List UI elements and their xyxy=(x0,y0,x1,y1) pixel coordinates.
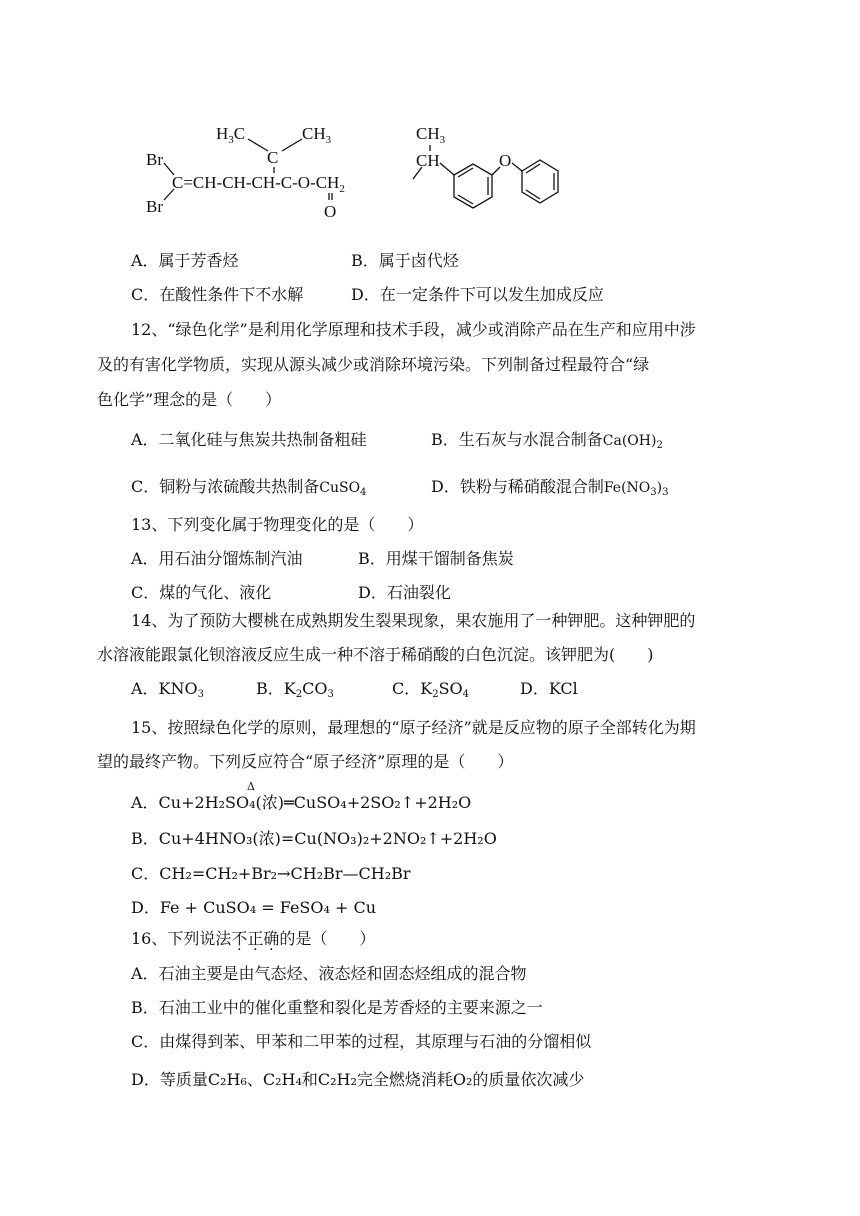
q13-option-c: C．煤的气化、液化 xyxy=(131,583,272,602)
q16-stem: 16、下列说法不正确的是（ ） xyxy=(131,929,376,948)
q15-option-b: B．Cu+4HNO₃(浓)=Cu(NO₃)₂+2NO₂↑+2H₂O xyxy=(131,829,497,848)
q11-option-b: B．属于卤代烃 xyxy=(351,251,459,270)
q12-option-d-formula: $Fe(NO_3)_3$ xyxy=(603,480,669,498)
q11-option-c: C．在酸性条件下不水解 xyxy=(131,285,304,304)
q11-option-a: A．属于芳香烃 xyxy=(131,251,239,270)
q16-emphasis-not: 不 xyxy=(231,929,248,948)
structure-ch3-right: $CH_3$ xyxy=(416,124,446,146)
structure-ch3-top: $CH_3$ xyxy=(302,124,332,146)
structure-carbonyl-o: O xyxy=(324,202,337,221)
structure-quaternary-c: C xyxy=(267,148,279,167)
q15-stem-line1: 15、按照绿色化学的原则，最理想的“原子经济”就是反应物的原子全部转化为期 xyxy=(131,718,696,737)
q15-delta-mark: Δ xyxy=(247,780,255,793)
structure-br-bottom: Br xyxy=(146,197,163,216)
q16-option-d: D．等质量C₂H₆、C₂H₄和C₂H₂完全燃烧消耗O₂的质量依次减少 xyxy=(131,1070,585,1089)
q14-option-a: A．$KNO_3$ xyxy=(131,679,205,700)
ester-structure-diagram xyxy=(130,115,590,230)
structure-ether-o: O xyxy=(499,151,512,170)
q12-option-a: A．二氧化硅与焦炭共热制备粗硅 xyxy=(131,430,367,449)
q15-stem-line2: 望的最终产物。下列反应符合“原子经济”原理的是（ ） xyxy=(97,752,514,771)
q12-option-d-text: D．铁粉与稀硝酸混合制 xyxy=(431,477,604,496)
q12-option-c-text: C．铜粉与浓硫酸共热制备 xyxy=(131,477,320,496)
q13-option-d: D．石油裂化 xyxy=(358,583,451,602)
q13-option-a: A．用石油分馏炼制汽油 xyxy=(131,549,303,568)
q12-stem-line2: 及的有害化学物质，实现从源头减少或消除环境污染。下列制备过程最符合“绿 xyxy=(97,355,650,374)
q12-option-d xyxy=(431,477,669,498)
structure-main-chain: $C=CH-CH-CH-C-O-CH_2$ xyxy=(172,173,345,195)
q12-option-b-formula: $Ca(OH)_2$ xyxy=(602,433,663,451)
q12-option-b xyxy=(431,430,663,451)
q14-option-b: B．$K_2CO_3$ xyxy=(256,679,334,700)
q13-option-b: B．用煤干馏制备焦炭 xyxy=(358,549,514,568)
q16-option-c: C．由煤得到苯、甲苯和二甲苯的过程，其原理与石油的分馏相似 xyxy=(131,1032,592,1051)
q13-stem: 13、下列变化属于物理变化的是（ ） xyxy=(131,515,424,534)
q15-option-a: A．Cu+2H₂SO₄(浓)═CuSO₄+2SO₂↑+2H₂O xyxy=(131,793,472,812)
q14-option-d: D．KCl xyxy=(520,679,578,698)
q16-option-a: A．石油主要是由气态烃、液态烃和固态烃组成的混合物 xyxy=(131,964,527,983)
q14-stem-line1: 14、为了预防大樱桃在成熟期发生裂果现象，果农施用了一种钾肥。这种钾肥的 xyxy=(131,611,696,630)
q12-option-b-text: B．生石灰与水混合制备 xyxy=(431,430,603,449)
q12-stem-line3: 色化学”理念的是（ ） xyxy=(97,390,282,409)
q12-option-c-formula: CuSO$_4$ xyxy=(319,480,367,498)
q15-option-d: D．Fe + CuSO₄ = FeSO₄ + Cu xyxy=(131,898,377,917)
structure-br-top: Br xyxy=(146,150,163,169)
q15-option-c: C．CH₂=CH₂+Br₂→CH₂Br—CH₂Br xyxy=(131,864,411,883)
q12-option-c xyxy=(131,477,366,498)
q14-stem-line2: 水溶液能跟氯化钡溶液反应生成一种不溶于稀硝酸的白色沉淀。该钾肥为( ) xyxy=(97,645,654,664)
structure-ch-branch: CH xyxy=(416,151,440,170)
q16-emphasis-que: 确 xyxy=(263,929,280,948)
q16-option-b: B．石油工业中的催化重整和裂化是芳香烃的主要来源之一 xyxy=(131,998,543,1017)
q11-option-d: D．在一定条件下可以发生加成反应 xyxy=(351,285,604,304)
structure-h3c: $H_3C$ xyxy=(216,124,246,146)
q12-stem-line1: 12、“绿色化学”是利用化学原理和技术手段，减少或消除产品在生产和应用中涉 xyxy=(131,320,696,339)
q16-emphasis-zheng: 正 xyxy=(247,929,264,948)
q14-option-c: C．$K_2SO_4$ xyxy=(392,679,470,700)
